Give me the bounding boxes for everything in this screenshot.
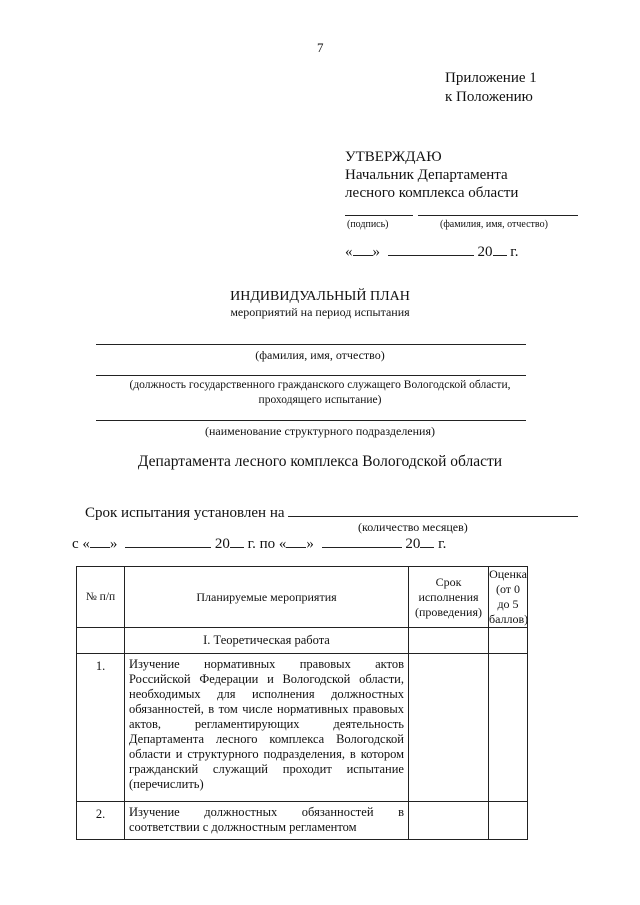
header-num: № п/п <box>77 567 125 628</box>
section-title: I. Теоретическая работа <box>125 628 409 654</box>
section-num-cell <box>77 628 125 654</box>
to-year-blank <box>420 536 434 548</box>
row-deadline-cell <box>409 654 489 802</box>
row-text: Изучение нормативных правовых актов Российской Федерации и Вологодской области, необходимых для исполнения должностных обязанностей, в том числе нормативных правовых актов, регламентирующих деятельность Департамента лесного комплекса Вологодской области и структурного подразделения, в котором гражданский служащий проходит испытание (перечислить) <box>125 654 409 802</box>
to-close-quote: » <box>306 536 314 552</box>
term-period <box>72 536 446 553</box>
table-header-row <box>77 567 528 628</box>
from-year: 20 <box>214 536 230 552</box>
row-text: Изучение должностных обязанностей в соответствии с должностным регламентом <box>125 802 409 840</box>
approve-position-line-2: лесного комплекса области <box>345 185 519 201</box>
to-year: 20 <box>405 536 421 552</box>
page-number: 7 <box>317 40 324 55</box>
term-months-blank <box>288 505 578 517</box>
section-score-cell <box>489 628 528 654</box>
from-month-blank <box>125 536 211 548</box>
row-num: 1. <box>77 654 125 802</box>
header-score: Оценка (от 0 до 5 баллов) <box>489 567 529 626</box>
row-deadline-cell <box>409 802 489 840</box>
unit-line <box>96 420 526 421</box>
row-score-cell <box>489 802 528 840</box>
to-year-suffix: г. <box>438 536 447 552</box>
from-day-blank <box>90 536 110 548</box>
plan-subtitle: мероприятий на период испытания <box>230 305 410 319</box>
position-label <box>0 378 640 408</box>
approver-name-line <box>418 215 578 216</box>
appendix-line-1: Приложение 1 <box>445 70 537 86</box>
months-label: (количество месяцев) <box>358 520 468 534</box>
section-deadline-cell <box>409 628 489 654</box>
date-close-quote: » <box>372 244 380 260</box>
row-num: 2. <box>77 802 125 840</box>
plan-table <box>76 566 528 840</box>
approve-title: УТВЕРЖДАЮ <box>345 149 442 165</box>
section-row <box>77 628 528 654</box>
unit-label: (наименование структурного подразделения) <box>204 424 435 438</box>
date-open-quote: « <box>345 244 353 260</box>
month-blank <box>388 244 474 256</box>
fio-line <box>96 344 526 345</box>
appendix-block <box>445 69 537 107</box>
fio-label: (фамилия, имя, отчество) <box>255 348 385 362</box>
signature-line <box>345 215 413 216</box>
plan-title: ИНДИВИДУАЛЬНЫЙ ПЛАН <box>230 289 410 304</box>
from-close-quote: » <box>109 536 118 552</box>
approve-position-line-1: Начальник Департамента <box>345 167 508 183</box>
approve-date <box>345 244 518 261</box>
table-row <box>77 802 528 840</box>
from-year-blank <box>230 536 244 548</box>
signature-label: (подпись) <box>347 219 389 230</box>
term-text <box>85 505 578 522</box>
to-month-blank <box>322 536 402 548</box>
year-blank <box>493 244 507 256</box>
row-score-cell <box>489 654 528 802</box>
position-label-line-1: (должность государственного гражданского служащего Вологодской области, <box>129 379 511 391</box>
from-label: с « <box>72 536 90 552</box>
department-name: Департамента лесного комплекса Вологодской области <box>137 453 503 470</box>
appendix-line-2: к Положению <box>445 89 533 105</box>
year-suffix: г. <box>510 244 519 260</box>
year-prefix: 20 <box>477 244 493 260</box>
from-year-suffix: г. <box>247 536 256 552</box>
position-line <box>96 375 526 376</box>
to-day-blank <box>286 536 306 548</box>
day-blank <box>353 244 373 256</box>
header-deadline: Срок исполнения (проведения) <box>409 567 489 628</box>
approver-name-label: (фамилия, имя, отчество) <box>440 219 548 230</box>
position-label-line-2: проходящего испытание) <box>258 394 382 406</box>
table-row <box>77 654 528 802</box>
term-label: Срок испытания установлен на <box>85 505 285 521</box>
approve-block <box>345 148 518 202</box>
to-label: по « <box>259 536 287 552</box>
header-activities: Планируемые мероприятия <box>125 567 409 628</box>
